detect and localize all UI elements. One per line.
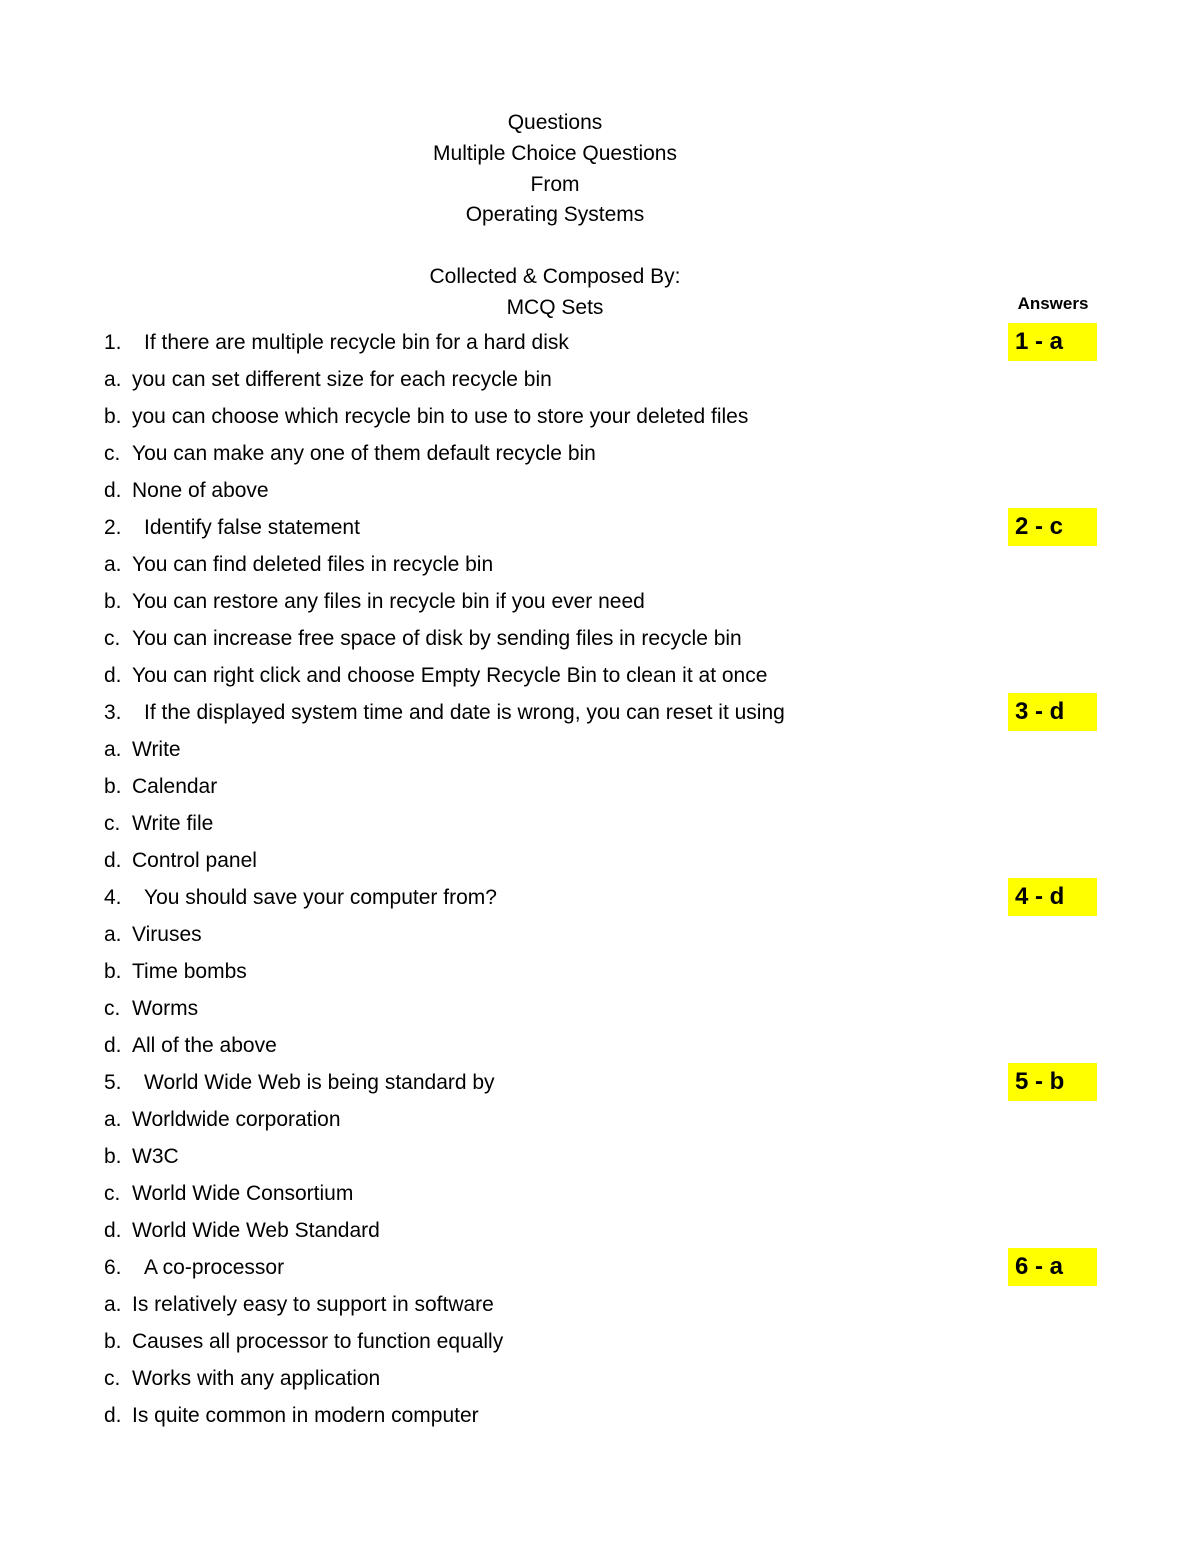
option-line xyxy=(104,1397,964,1434)
option-text: Time bombs xyxy=(132,960,247,983)
option-line xyxy=(104,1360,964,1397)
option-text: Write file xyxy=(132,812,214,835)
option-line xyxy=(104,953,964,990)
option-letter: d. xyxy=(104,1219,122,1242)
answer-badge: 6 - a xyxy=(1008,1248,1097,1286)
option-line xyxy=(104,472,964,509)
question-number: 4. xyxy=(104,886,122,909)
question-line xyxy=(104,1249,964,1286)
title-mcq: Multiple Choice Questions xyxy=(433,141,677,165)
option-text: All of the above xyxy=(132,1034,277,1057)
option-line xyxy=(104,805,964,842)
option-text: Write xyxy=(132,738,181,761)
option-letter: d. xyxy=(104,1404,122,1427)
title-questions: Questions xyxy=(507,111,603,134)
question-line xyxy=(104,694,964,731)
question-number: 5. xyxy=(104,1071,122,1094)
answer-badge: 1 - a xyxy=(1008,323,1097,361)
option-line xyxy=(104,1286,964,1323)
answer-badge: 3 - d xyxy=(1008,693,1097,731)
option-line xyxy=(104,768,964,805)
option-line xyxy=(104,620,964,657)
option-line xyxy=(104,1323,964,1360)
option-text: You can make any one of them default recycle bin xyxy=(132,442,596,465)
option-text: Calendar xyxy=(132,775,218,798)
option-text: World Wide Consortium xyxy=(132,1182,354,1205)
option-text: Works with any application xyxy=(132,1367,381,1390)
question-text: If the displayed system time and date is wrong, you can reset it using xyxy=(144,701,785,724)
option-text: Causes all processor to function equally xyxy=(132,1330,504,1353)
option-text: World Wide Web Standard xyxy=(132,1219,380,1242)
option-text: you can choose which recycle bin to use to store your deleted files xyxy=(132,405,749,428)
option-line xyxy=(104,583,964,620)
option-letter: a. xyxy=(104,1108,122,1131)
option-letter: d. xyxy=(104,849,122,872)
question-number: 3. xyxy=(104,701,122,724)
option-letter: a. xyxy=(104,923,122,946)
title-block xyxy=(355,108,755,324)
question-text: You should save your computer from? xyxy=(144,886,497,909)
option-text: You can restore any files in recycle bin if you ever need xyxy=(132,590,645,613)
option-line xyxy=(104,657,964,694)
option-letter: a. xyxy=(104,1293,122,1316)
title-spacer xyxy=(355,231,755,262)
option-text: Viruses xyxy=(132,923,202,946)
question-line xyxy=(104,324,964,361)
question-text: Identify false statement xyxy=(144,516,360,539)
option-text: You can right click and choose Empty Recycle Bin to clean it at once xyxy=(132,664,768,687)
option-letter: d. xyxy=(104,664,122,687)
option-text: Worms xyxy=(132,997,199,1020)
option-line xyxy=(104,990,964,1027)
option-letter: b. xyxy=(104,590,122,613)
option-line xyxy=(104,842,964,879)
option-text: You can find deleted files in recycle bin xyxy=(132,553,494,576)
question-text: If there are multiple recycle bin for a hard disk xyxy=(144,331,569,354)
option-line xyxy=(104,916,964,953)
option-letter: a. xyxy=(104,368,122,391)
option-line xyxy=(104,435,964,472)
option-letter: c. xyxy=(104,627,121,650)
question-line xyxy=(104,509,964,546)
option-letter: c. xyxy=(104,1367,121,1390)
title-from: From xyxy=(530,172,580,196)
option-letter: d. xyxy=(104,479,122,502)
option-letter: c. xyxy=(104,442,121,465)
option-line xyxy=(104,398,964,435)
option-text: You can increase free space of disk by sending files in recycle bin xyxy=(132,627,742,650)
option-line xyxy=(104,546,964,583)
option-letter: a. xyxy=(104,738,122,761)
question-line xyxy=(104,1064,964,1101)
option-line xyxy=(104,1175,964,1212)
question-text: World Wide Web is being standard by xyxy=(144,1071,495,1094)
option-letter: b. xyxy=(104,775,122,798)
title-collected: Collected & Composed By: xyxy=(429,264,681,288)
option-line xyxy=(104,1138,964,1175)
option-letter: c. xyxy=(104,997,121,1020)
title-subject: Operating Systems xyxy=(465,203,645,227)
question-number: 1. xyxy=(104,331,122,354)
option-line xyxy=(104,361,964,398)
option-line xyxy=(104,731,964,768)
option-line xyxy=(104,1027,964,1064)
option-text: W3C xyxy=(132,1145,179,1168)
question-line xyxy=(104,879,964,916)
option-letter: d. xyxy=(104,1034,122,1057)
question-number: 2. xyxy=(104,516,122,539)
option-line xyxy=(104,1101,964,1138)
question-text: A co-processor xyxy=(144,1256,285,1279)
option-letter: a. xyxy=(104,553,122,576)
title-author: MCQ Sets xyxy=(506,295,604,319)
option-letter: b. xyxy=(104,405,122,428)
option-letter: c. xyxy=(104,812,121,835)
question-number: 6. xyxy=(104,1256,122,1279)
answers-heading: Answers xyxy=(1017,294,1089,313)
option-text: Worldwide corporation xyxy=(132,1108,341,1131)
option-letter: b. xyxy=(104,1330,122,1353)
option-letter: b. xyxy=(104,1145,122,1168)
answer-badge: 4 - d xyxy=(1008,878,1097,916)
answer-badge: 5 - b xyxy=(1008,1063,1097,1101)
answer-badge: 2 - c xyxy=(1008,508,1097,546)
option-letter: b. xyxy=(104,960,122,983)
option-text: Control panel xyxy=(132,849,257,872)
option-text: Is quite common in modern computer xyxy=(132,1404,479,1427)
option-line xyxy=(104,1212,964,1249)
option-letter: c. xyxy=(104,1182,121,1205)
question-list xyxy=(104,324,964,1434)
option-text: None of above xyxy=(132,479,269,502)
option-text: you can set different size for each recycle bin xyxy=(132,368,552,391)
option-text: Is relatively easy to support in software xyxy=(132,1293,494,1316)
